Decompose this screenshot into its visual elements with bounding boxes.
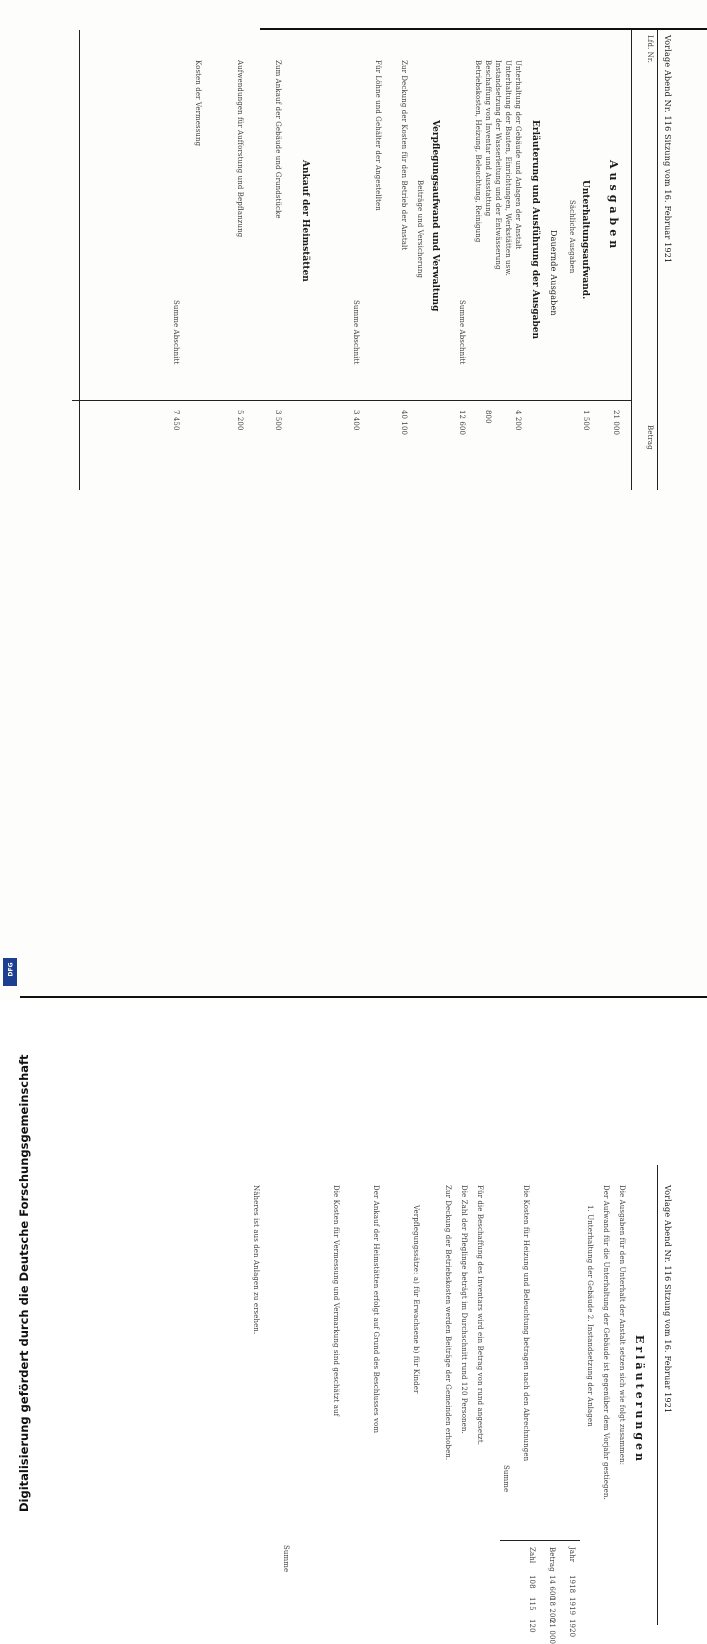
table-cell: 1919	[568, 1597, 576, 1616]
text-line: Für die Beschaffung des Inventars wird ein Betrag von rund angesetzt.	[476, 1185, 484, 1446]
column-label-right: Betrag	[646, 425, 654, 450]
table-cell: 14 600	[548, 1575, 556, 1601]
amount-value: 800	[484, 410, 492, 424]
text-line: Die Ausgaben für den Unterhalt der Anstalt setzen sich wie folgt zusammen:	[618, 1185, 626, 1466]
top-page-section	[20, 30, 680, 500]
amount-value: 40 100	[400, 410, 408, 436]
table-cell: 120	[528, 1619, 536, 1633]
text-line: Zum Ankauf der Gebäude und Grundstücke	[274, 60, 282, 219]
amount-value: 12 600	[458, 410, 466, 436]
table-cell: 115	[528, 1597, 536, 1611]
column-rule	[631, 30, 632, 490]
table-header: Jahr	[568, 1547, 576, 1563]
text-line: Die Zahl der Pfleglinge beträgt im Durchschnitt rund 120 Personen.	[460, 1185, 468, 1434]
text-line: Unterhaltung der Bauten, Einrichtungen, Werkstätten usw.	[504, 60, 512, 276]
header-rule	[657, 1165, 658, 1625]
amount-value: 7 450	[172, 410, 180, 431]
dfg-logo	[3, 958, 17, 986]
text-line: Die Kosten für Vermessung und Vermarkung sind geschätzt auf	[332, 1185, 340, 1417]
text-line: Zur Deckung der Kosten für den Betrieb der Anstalt	[400, 60, 408, 251]
page-header: Vorlage Abend Nr. 116 Sitzung vom 16. Februar 1921	[663, 1185, 672, 1414]
digitization-notice: Digitalisierung gefördert durch die Deutsche Forschungsgemeinschaft	[17, 1054, 31, 1512]
dfg-logo-text: DFG	[7, 962, 15, 977]
sum-label: Summe	[282, 1545, 290, 1573]
text-line: Aufwendungen für Aufforstung und Bepflanzung	[236, 60, 244, 238]
text-line: Unterhaltung der Gebäude und Anlagen der Anstalt	[514, 60, 522, 250]
table-header: Zahl	[528, 1547, 536, 1564]
sum-label: Summe Abschnitt	[352, 300, 360, 365]
table-rule	[500, 1540, 580, 1541]
bottom-border-rule	[20, 996, 707, 998]
column-label-left: Lfd. Nr.	[646, 35, 654, 63]
text-line: Verpflegungssätze: a) für Erwachsene b) für Kinder	[412, 1205, 420, 1394]
bottom-page-section	[20, 1165, 680, 1644]
text-line: Der Aufwand für die Unterhaltung der Gebäude ist gegenüber dem Vorjahr gestiegen.	[602, 1185, 610, 1500]
digitization-band	[0, 512, 31, 1512]
table-cell: 108	[528, 1575, 536, 1589]
table-cell: 21 000	[548, 1619, 556, 1644]
amount-value: 3 400	[352, 410, 360, 431]
text-line: Für Löhne und Gehälter der Angestellten	[374, 60, 382, 211]
table-cell: 1920	[568, 1619, 576, 1638]
sum-label: Summe Abschnitt	[458, 300, 466, 365]
text-line: Betriebskosten, Heizung, Beleuchtung, Reinigung	[474, 60, 482, 243]
section-heading-3: Verpflegungsaufwand und Verwaltung	[430, 120, 440, 312]
table-cell: 1918	[568, 1575, 576, 1594]
table-cell: 18 200	[548, 1597, 556, 1623]
amount-column-divider	[72, 400, 632, 401]
text-line: Dauernde Ausgaben	[549, 230, 558, 316]
section-subheading-3: Beiträge und Versicherung	[416, 180, 424, 279]
page-header: Vorlage Abend Nr. 116 Sitzung vom 16. Februar 1921	[663, 35, 672, 264]
amount-value: 21 000	[612, 410, 620, 436]
text-line: Der Ankauf der Heimstätten erfolgt auf Grund des Beschlusses vom	[372, 1185, 380, 1434]
amount-value: 3 500	[274, 410, 282, 431]
text-line: Kosten der Vermessung	[194, 60, 202, 147]
section-title: Ausgaben	[607, 160, 620, 253]
section-title: Erläuterungen	[633, 1335, 646, 1465]
section-subheading-1: Sächliche Ausgaben	[568, 200, 576, 274]
text-line: Beschaffung von Inventar und Ausstattung	[484, 60, 492, 217]
sum-label: Summe	[502, 1465, 510, 1493]
bottom-rule	[79, 30, 80, 490]
amount-value: 5 200	[236, 410, 244, 431]
section-heading-4: Ankauf der Heimstätten	[300, 160, 310, 282]
section-heading-2: Erläuterung und Ausführung der Ausgaben	[530, 120, 540, 340]
sum-label: Summe Abschnitt	[172, 300, 180, 365]
text-line: Die Kosten für Heizung und Beleuchtung betragen nach den Abrechnungen	[522, 1185, 530, 1462]
table-header: Betrag	[548, 1547, 556, 1572]
amount-value: 4 200	[514, 410, 522, 431]
text-line: 1. Unterhaltung der Gebäude 2. Instandsetzung der Anlagen	[586, 1205, 594, 1427]
footnote: Näheres ist aus den Anlagen zu ersehen.	[252, 1185, 260, 1335]
text-line: Zur Deckung der Betriebskosten werden Beiträge der Gemeinden erhoben.	[444, 1185, 452, 1461]
header-rule	[657, 30, 658, 490]
amount-value: 1 500	[582, 410, 590, 431]
text-line: Instandsetzung der Wasserleitung und der Entwässerung	[494, 60, 502, 270]
section-heading-1: Unterhaltungsaufwand.	[580, 180, 590, 300]
